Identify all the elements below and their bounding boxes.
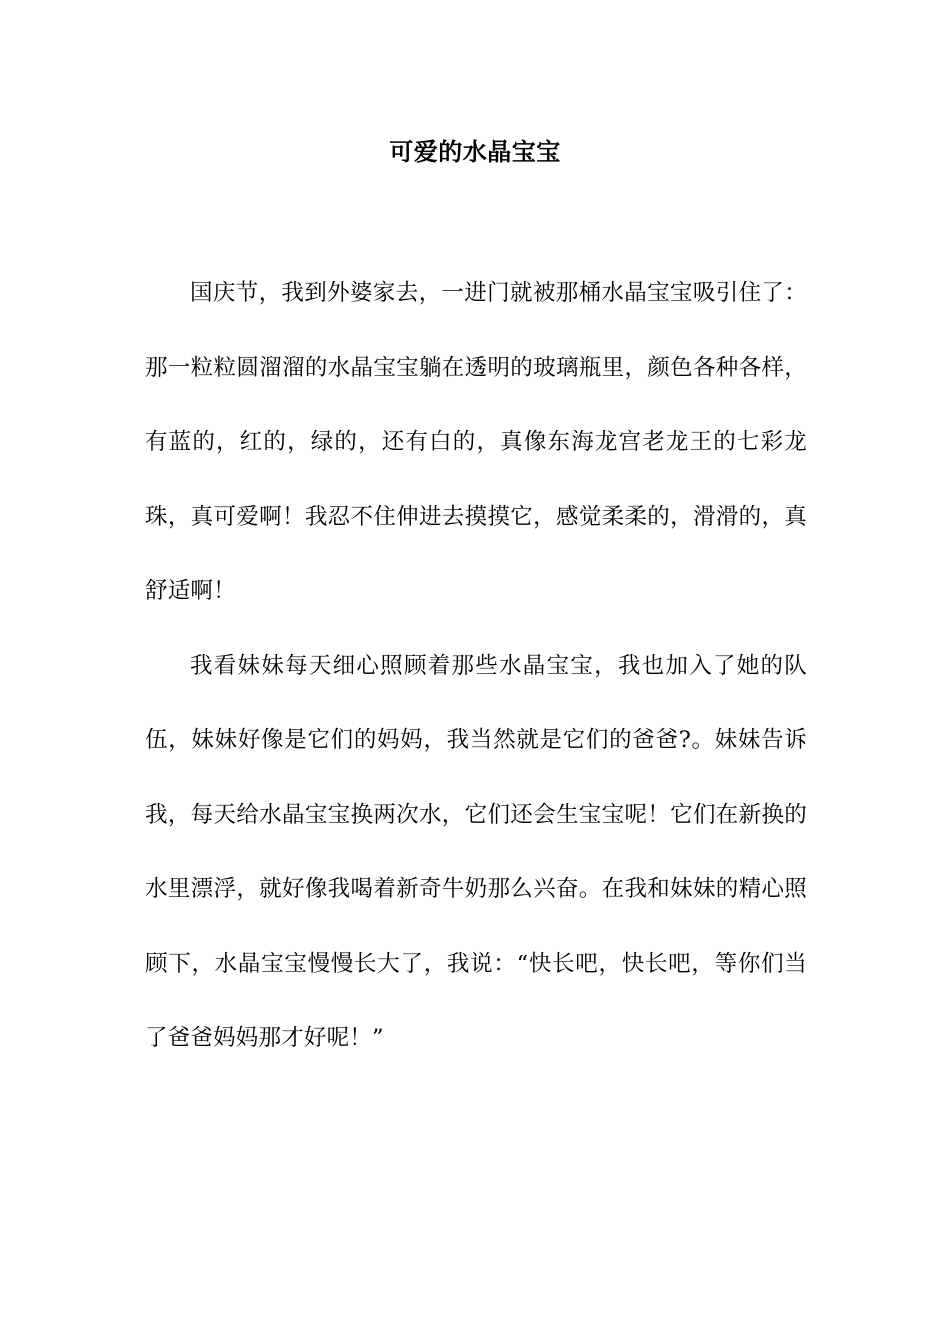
paragraph-1: 国庆节，我到外婆家去，一进门就被那桶水晶宝宝吸引住了：那一粒粒圆溜溜的水晶宝宝躺在透明的玻璃瓶里，颜色各种各样，有蓝的，红的，绿的，还有白的，真像东海龙宫老龙王的七彩龙珠，真可爱啊！我忍不住伸进去摸摸它，感觉柔柔的，滑滑的，真舒适啊！	[145, 280, 807, 604]
document-body	[145, 256, 807, 1076]
paragraph-2: 我看妹妹每天细心照顾着那些水晶宝宝，我也加入了她的队伍，妹妹好像是它们的妈妈，我当然就是它们的爸爸?。妹妹告诉我，每天给水晶宝宝换两次水，它们还会生宝宝呢！它们在新换的水里漂浮，就好像我喝着新奇牛奶那么兴奋。在我和妹妹的精心照顾下，水晶宝宝慢慢长大了，我说：“快长吧，快长吧，等你们当了爸爸妈妈那才好呢！”	[145, 652, 807, 1051]
document-title: 可爱的水晶宝宝	[389, 137, 561, 166]
